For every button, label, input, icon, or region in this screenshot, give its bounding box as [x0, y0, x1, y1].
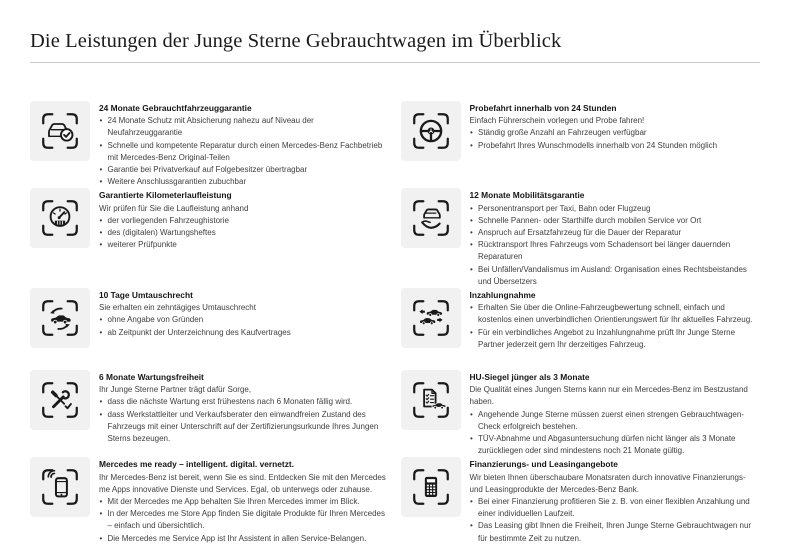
- smartphone-signal-icon: [30, 457, 90, 517]
- bullet: • Angehende Junge Sterne müssen zuerst einen strengen Gebrauchtwagen-Check erfolgreich bestehen.: [470, 409, 758, 433]
- bullet: • dass die nächste Wartung erst frühestens nach 6 Monaten fällig wird.: [99, 396, 387, 408]
- benefit-heading: Garantierte Kilometerlaufleistung: [99, 190, 232, 201]
- cars-tradein-icon: [401, 288, 461, 348]
- car-exchange-icon: [30, 288, 90, 348]
- benefit-item-mobilitaetsgarantie: [401, 188, 761, 288]
- bullet: • Das Leasing gibt Ihnen die Freiheit, Ihren Junge Sterne Gebrauchtwagen nur für bestimmte Zeit zu nutzen.: [470, 520, 758, 544]
- benefit-intro: Die Qualität eines Jungen Sterns kann nur ein Mercedes-Benz im Bestzustand haben.: [469, 385, 748, 407]
- bullet: • Anspruch auf Ersatzfahrzeug für die Dauer der Reparatur: [470, 227, 758, 239]
- benefit-heading: 12 Monate Mobilitätsgarantie: [469, 190, 585, 201]
- benefit-item-wartungsfreiheit: [30, 370, 390, 457]
- bullet: • Die Mercedes me Service App ist Ihr Assistent in allen Service-Belangen.: [99, 533, 387, 545]
- benefits-grid: [30, 101, 760, 545]
- benefit-heading: Probefahrt innerhalb von 24 Stunden: [469, 103, 617, 113]
- title-divider: [30, 62, 760, 63]
- bullet: • des (digitalen) Wartungsheftes: [99, 227, 248, 239]
- benefit-intro: Einfach Führerschein vorlegen und Probe fahren!: [469, 116, 645, 126]
- bullet: • Schnelle und kompetente Reparatur durch einen Mercedes-Benz Fachbetrieb mit Mercedes-Benz Original-Teilen: [99, 140, 387, 164]
- benefit-intro: Sie erhalten ein zehntägiges Umtauschrecht: [99, 303, 256, 313]
- benefit-bullets: [99, 115, 387, 188]
- tools-check-icon: [30, 370, 90, 430]
- benefit-intro: Wir bieten Ihnen überschaubare Monatsraten durch innovative Finanzierungs- und Leasingprodukte der Mercedes-Benz Bank.: [469, 472, 746, 494]
- bullet: • TÜV-Abnahme und Abgasuntersuchung dürfen nicht länger als 3 Monate zurückliegen oder sind mindestens noch 21 Monate gültig.: [470, 433, 758, 457]
- bullet: • weiterer Prüfpunkte: [99, 239, 248, 251]
- benefit-item-mercedes-me: [30, 457, 390, 544]
- benefit-heading: Finanzierungs- und Leasingangebote: [469, 459, 618, 470]
- car-hand-icon: [401, 188, 461, 248]
- benefit-heading: 10 Tage Umtauschrecht: [99, 290, 193, 301]
- page-title: Die Leistungen der Junge Sterne Gebrauchtwagen im Überblick: [30, 30, 562, 52]
- bullet: • Garantie bei Privatverkauf auf Folgebesitzer übertragbar: [99, 164, 387, 176]
- speedometer-icon: [30, 188, 90, 248]
- benefit-heading: 24 Monate Gebrauchtfahrzeuggarantie: [99, 103, 252, 113]
- bullet: • Probefahrt Ihres Wunschmodells innerhalb von 24 Stunden möglich: [470, 140, 718, 152]
- benefit-intro: Wir prüfen für Sie die Laufleistung anhand: [99, 203, 249, 213]
- benefit-bullets: [470, 302, 758, 351]
- benefit-bullets: [470, 127, 718, 151]
- benefit-bullets: [99, 314, 291, 338]
- bullet: • Personentransport per Taxi, Bahn oder Flugzeug: [470, 203, 758, 215]
- benefit-item-umtauschrecht: [30, 288, 390, 370]
- benefit-item-inzahlungnahme: [401, 288, 761, 370]
- benefit-bullets: [99, 215, 248, 252]
- benefit-intro: Ihr Mercedes-Benz ist bereit, wenn Sie es sind. Entdecken Sie mit den Mercedes me Apps innovative Dienste und Services. Egal, ob unterwegs oder zuhause.: [99, 472, 386, 494]
- benefit-heading: Inzahlungnahme: [469, 290, 536, 301]
- bullet: • In der Mercedes me Store App finden Sie digitale Produkte für Ihren Mercedes – einfach und übersichtlich.: [99, 508, 387, 532]
- benefit-heading: Mercedes me ready – intelligent. digital. vernetzt.: [99, 459, 295, 470]
- benefit-heading: 6 Monate Wartungsfreiheit: [99, 372, 204, 383]
- bullet: • Bei Unfällen/Vandalismus im Ausland: Organisation eines Rechtsbeistandes und Übersetzers: [470, 264, 758, 288]
- bullet: • 24 Monate Schutz mit Absicherung nahezu auf Niveau der Neufahrzeuggarantie: [99, 115, 387, 139]
- benefit-item-probefahrt: [401, 101, 761, 188]
- bullet: • Rücktransport Ihres Fahrzeugs vom Schadensort bei länger dauernden Reparaturen: [470, 239, 758, 263]
- brochure-page: [0, 30, 790, 557]
- benefit-item-gebrauchtfahrzeuggarantie: [30, 101, 390, 188]
- benefit-bullets: [99, 396, 387, 445]
- bullet: • Erhalten Sie über die Online-Fahrzeugbewertung schnell, einfach und kostenlos einen unverbindlichen Orientierungswert für Ihr aktuelles Fahrzeug.: [470, 302, 758, 326]
- benefit-item-hu-siegel: [401, 370, 761, 457]
- bullet: • Für ein verbindliches Angebot zu Inzahlungnahme prüft Ihr Junge Sterne Partner jederzeit gern Ihr derzeitiges Fahrzeug.: [470, 327, 758, 351]
- benefit-intro: Ihr Junge Sterne Partner trägt dafür Sorge,: [99, 385, 252, 395]
- car-check-icon: [30, 101, 90, 161]
- checklist-car-icon: [401, 370, 461, 430]
- bullet: • dass Werkstattleiter und Verkaufsberater den einwandfreien Zustand des Fahrzeugs mit einer Unterschrift auf der Zertifizierungsurkunde Ihres Jungen Sterns bezeugen.: [99, 409, 387, 446]
- bullet: • Mit der Mercedes me App behalten Sie Ihren Mercedes immer im Blick.: [99, 496, 387, 508]
- benefit-bullets: [99, 496, 387, 545]
- bullet: • Schnelle Pannen- oder Starthilfe durch mobilen Service vor Ort: [470, 215, 758, 227]
- benefit-item-finanzierung-leasing: [401, 457, 761, 544]
- benefit-bullets: [470, 203, 758, 288]
- steering-wheel-icon: [401, 101, 461, 161]
- bullet: • Bei einer Finanzierung profitieren Sie z. B. von einer flexiblen Anzahlung und einer individuellen Laufzeit.: [470, 496, 758, 520]
- calculator-icon: [401, 457, 461, 517]
- bullet: • Weitere Anschlussgarantien zubuchbar: [99, 176, 387, 188]
- benefit-item-kilometerlaufleistung: [30, 188, 390, 288]
- bullet: • der vorliegenden Fahrzeughistorie: [99, 215, 248, 227]
- benefit-heading: HU-Siegel jünger als 3 Monate: [469, 372, 590, 383]
- bullet: • ab Zeitpunkt der Unterzeichnung des Kaufvertrages: [99, 327, 291, 339]
- bullet: • Ständig große Anzahl an Fahrzeugen verfügbar: [470, 127, 718, 139]
- benefit-bullets: [470, 496, 758, 545]
- bullet: • ohne Angabe von Gründen: [99, 314, 291, 326]
- benefit-bullets: [470, 409, 758, 458]
